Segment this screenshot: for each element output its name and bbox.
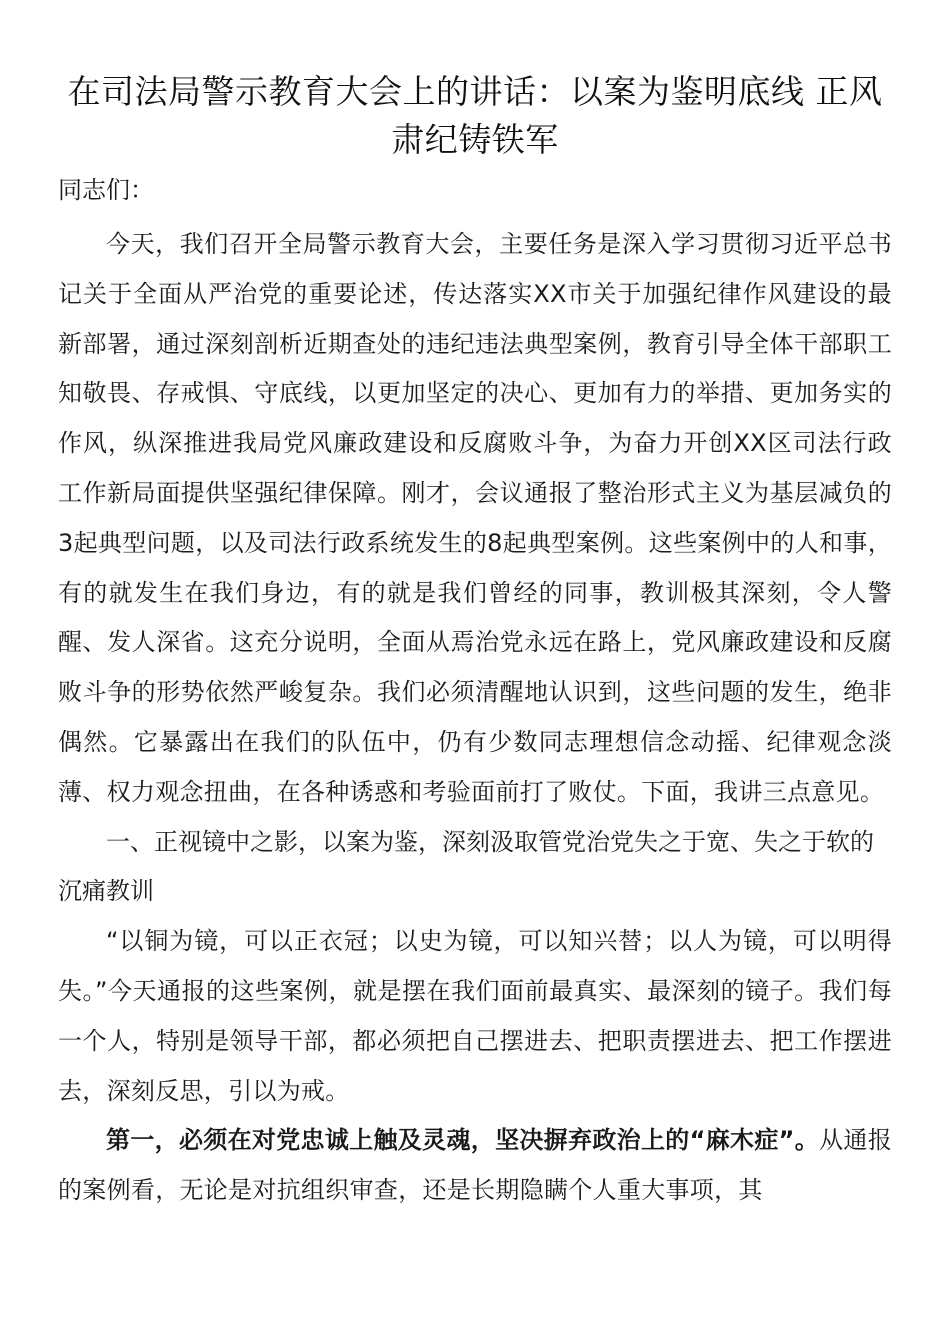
quote-paragraph: “以铜为镜，可以正衣冠；以史为镜，可以知兴替；以人为镜，可以明得失。”今天通报的这些案例，就是摆在我们面前最真实、最深刻的镜子。我们每一个人，特别是领导干部，都必须把自己摆进去、把职责摆进去、把工作摆进去，深刻反思，引以为戒。 <box>58 927 892 1105</box>
section-heading-one: 一、正视镜中之影，以案为鉴，深刻汲取管党治党失之于宽、失之于软的沉痛教训 <box>58 827 874 906</box>
point-one-text: 从通报的案例看，无论是对抗组织审查，还是长期隐瞒个人重大事项，其 <box>58 1126 892 1205</box>
document-page <box>58 68 892 1216</box>
opening-paragraph: 今天，我们召开全局警示教育大会，主要任务是深入学习贯彻习近平总书记关于全面从严治党的重要论述，传达落实XX市关于加强纪律作风建设的最新部署，通过深刻剖析近期查处的违纪违法典型案例，教育引导全体干部职工知敬畏、存戒惧、守底线，以更加坚定的决心、更加有力的举措、更加务实的作风，纵深推进我局党风廉政建设和反腐败斗争，为奋力开创XX区司法行政工作新局面提供坚强纪律保障。刚才，会议通报了整治形式主义为基层减负的3起典型问题，以及司法行政系统发生的8起典型案例。这些案例中的人和事，有的就发生在我们身边，有的就是我们曾经的同事，教训极其深刻，令人警醒、发人深省。这充分说明，全面从焉治党永远在路上，党风廉政建设和反腐败斗争的形势依然严峻复杂。我们必须清醒地认识到，这些问题的发生，绝非偶然。它暴露出在我们的队伍中，仍有少数同志理想信念动摇、纪律观念淡薄、权力观念扭曲，在各种诱惑和考验面前打了败仗。下面，我讲三点意见。 <box>58 230 892 806</box>
point-one-heading: 第一，必须在对党忠诚上触及灵魂，坚决摒弃政治上的“麻木症”。 <box>106 1126 820 1155</box>
salutation: 同志们： <box>58 176 154 204</box>
document-title: 在司法局警示教育大会上的讲话：以案为鉴明底线 正风肃纪铸铁军 <box>67 72 883 159</box>
point-one-paragraph <box>58 1116 892 1216</box>
